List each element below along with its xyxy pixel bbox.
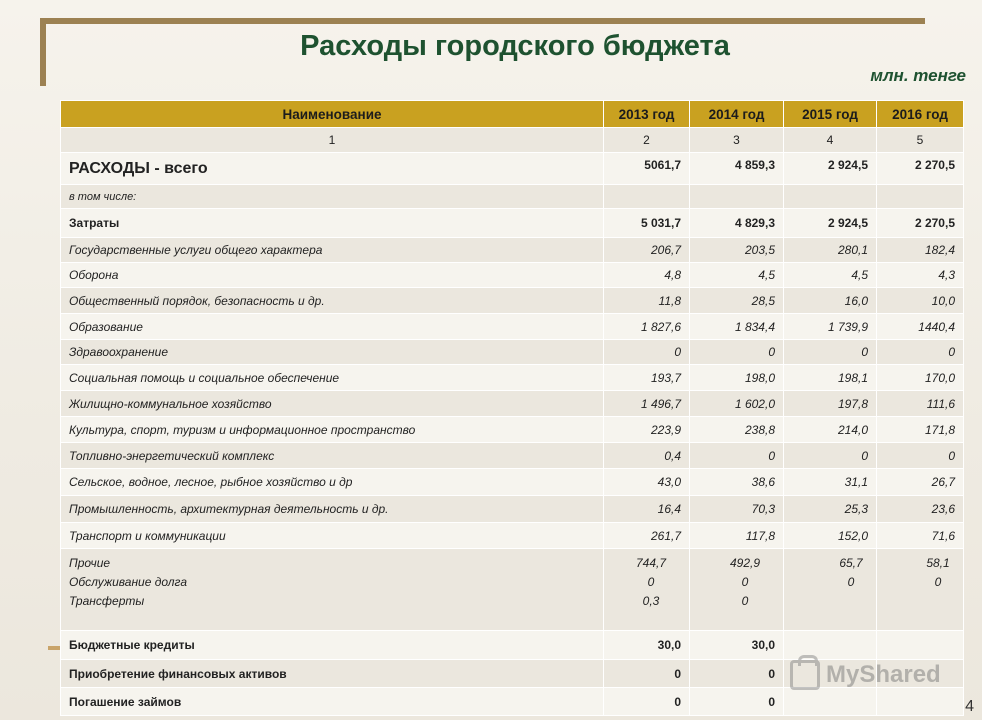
- row-value: 0: [690, 660, 784, 688]
- empty-cell: [784, 185, 877, 209]
- row-value: 0: [690, 443, 784, 469]
- row-value: 26,7: [877, 469, 964, 496]
- multi-2015: [784, 549, 877, 631]
- budget-table: [60, 100, 964, 716]
- including-row: [61, 185, 964, 209]
- empty-cell: [690, 185, 784, 209]
- multi-value: 0: [647, 575, 655, 589]
- header-name: Наименование: [61, 101, 604, 128]
- frame-top-line: [40, 18, 925, 24]
- table-row: [61, 340, 964, 365]
- row-name: Погашение займов: [61, 688, 604, 716]
- row-value: 280,1: [784, 238, 877, 263]
- row-name: Государственные услуги общего характера: [61, 238, 604, 263]
- table-row: [61, 496, 964, 523]
- bag-icon: [790, 660, 820, 690]
- table-row: [61, 443, 964, 469]
- costs-2013: 5 031,7: [604, 209, 690, 238]
- row-value: 1 827,6: [604, 314, 690, 340]
- row-value: 0: [784, 340, 877, 365]
- total-name: РАСХОДЫ - всего: [61, 153, 604, 185]
- row-value: 4,3: [877, 263, 964, 288]
- costs-2016: 2 270,5: [877, 209, 964, 238]
- multi-name-transfers: Трансферты: [69, 594, 145, 608]
- row-value: 38,6: [690, 469, 784, 496]
- row-value: 25,3: [784, 496, 877, 523]
- index-row: [61, 128, 964, 153]
- row-value: 0: [690, 688, 784, 716]
- row-value: 1 739,9: [784, 314, 877, 340]
- row-value: 16,4: [604, 496, 690, 523]
- costs-2015: 2 924,5: [784, 209, 877, 238]
- total-2014: 4 859,3: [690, 153, 784, 185]
- multi-2013: [604, 549, 690, 631]
- row-value: 0: [604, 688, 690, 716]
- multi-value: 58,1: [926, 556, 950, 570]
- row-name: Приобретение финансовых активов: [61, 660, 604, 688]
- row-value: 197,8: [784, 391, 877, 417]
- row-value: 206,7: [604, 238, 690, 263]
- table-row: [61, 631, 964, 660]
- table-row: [61, 238, 964, 263]
- row-value: 10,0: [877, 288, 964, 314]
- row-value: 0: [877, 443, 964, 469]
- row-value: 28,5: [690, 288, 784, 314]
- watermark-text: MyShared: [826, 661, 941, 688]
- row-name: Социальная помощь и социальное обеспечение: [61, 365, 604, 391]
- multi-2016: [877, 549, 964, 631]
- row-value: 11,8: [604, 288, 690, 314]
- row-value: 1 602,0: [690, 391, 784, 417]
- row-name: Здравоохранение: [61, 340, 604, 365]
- row-value: 117,8: [690, 523, 784, 549]
- row-value: 214,0: [784, 417, 877, 443]
- total-2016: 2 270,5: [877, 153, 964, 185]
- table-row: [61, 263, 964, 288]
- row-value: [877, 631, 964, 660]
- table-row: [61, 391, 964, 417]
- row-value: 0: [604, 660, 690, 688]
- page-title: Расходы городского бюджета: [300, 30, 730, 62]
- row-name: Образование: [61, 314, 604, 340]
- multi-row: [61, 549, 964, 631]
- multi-value: 744,7: [635, 556, 667, 570]
- empty-cell: [877, 185, 964, 209]
- row-name: Промышленность, архитектурная деятельность и др.: [61, 496, 604, 523]
- row-value: 16,0: [784, 288, 877, 314]
- multi-value: 0: [741, 575, 749, 589]
- row-value: 193,7: [604, 365, 690, 391]
- row-value: [784, 631, 877, 660]
- row-value: 203,5: [690, 238, 784, 263]
- multi-name-debt: Обслуживание долга: [69, 575, 188, 589]
- table-row: [61, 469, 964, 496]
- row-value: 23,6: [877, 496, 964, 523]
- table-row: [61, 365, 964, 391]
- multi-value: 65,7: [839, 556, 863, 570]
- row-name: Оборона: [61, 263, 604, 288]
- row-name: Сельское, водное, лесное, рыбное хозяйство и др: [61, 469, 604, 496]
- row-value: 30,0: [690, 631, 784, 660]
- multi-value: 0: [741, 594, 749, 608]
- table-row: [61, 288, 964, 314]
- row-value: 261,7: [604, 523, 690, 549]
- multi-value: 0,3: [642, 594, 660, 608]
- row-value: 30,0: [604, 631, 690, 660]
- multi-value: 0: [934, 575, 942, 589]
- row-value: 198,1: [784, 365, 877, 391]
- multi-2014: [690, 549, 784, 631]
- row-name: Жилищно-коммунальное хозяйство: [61, 391, 604, 417]
- costs-name: Затраты: [61, 209, 604, 238]
- multi-name-other: Прочие: [69, 556, 111, 570]
- row-value: 71,6: [877, 523, 964, 549]
- row-value: 171,8: [877, 417, 964, 443]
- row-name: Бюджетные кредиты: [61, 631, 604, 660]
- row-value: 182,4: [877, 238, 964, 263]
- row-name: Общественный порядок, безопасность и др.: [61, 288, 604, 314]
- row-value: 198,0: [690, 365, 784, 391]
- row-value: 238,8: [690, 417, 784, 443]
- table-row: [61, 523, 964, 549]
- costs-row: [61, 209, 964, 238]
- index-cell: 1: [61, 128, 604, 153]
- row-value: 31,1: [784, 469, 877, 496]
- index-cell: 5: [877, 128, 964, 153]
- multi-names: [61, 549, 604, 631]
- row-value: 4,5: [690, 263, 784, 288]
- row-value: 0: [877, 340, 964, 365]
- header-2013: 2013 год: [604, 101, 690, 128]
- empty-cell: [604, 185, 690, 209]
- row-value: 1 834,4: [690, 314, 784, 340]
- total-2013: 5061,7: [604, 153, 690, 185]
- row-value: 0,4: [604, 443, 690, 469]
- row-value: 111,6: [877, 391, 964, 417]
- row-value: 0: [784, 443, 877, 469]
- total-2015: 2 924,5: [784, 153, 877, 185]
- index-cell: 4: [784, 128, 877, 153]
- row-value: 0: [690, 340, 784, 365]
- index-cell: 2: [604, 128, 690, 153]
- row-value: 170,0: [877, 365, 964, 391]
- row-value: 70,3: [690, 496, 784, 523]
- row-value: 4,5: [784, 263, 877, 288]
- including-label: в том числе:: [61, 185, 604, 209]
- row-value: 223,9: [604, 417, 690, 443]
- multi-value: 0: [847, 575, 855, 589]
- row-value: 0: [604, 340, 690, 365]
- page-number: 4: [965, 698, 974, 715]
- watermark-logo: [790, 657, 970, 693]
- total-row: [61, 153, 964, 185]
- index-cell: 3: [690, 128, 784, 153]
- row-name: Культура, спорт, туризм и информационное пространство: [61, 417, 604, 443]
- row-value: 1440,4: [877, 314, 964, 340]
- table-row: [61, 314, 964, 340]
- multi-value: 492,9: [729, 556, 761, 570]
- header-2014: 2014 год: [690, 101, 784, 128]
- row-name: Транспорт и коммуникации: [61, 523, 604, 549]
- row-value: 1 496,7: [604, 391, 690, 417]
- row-value: 43,0: [604, 469, 690, 496]
- header-row: [61, 101, 964, 128]
- unit-label: млн. тенге: [870, 66, 966, 85]
- header-2015: 2015 год: [784, 101, 877, 128]
- costs-2014: 4 829,3: [690, 209, 784, 238]
- table-row: [61, 417, 964, 443]
- row-value: 152,0: [784, 523, 877, 549]
- row-name: Топливно-энергетический комплекс: [61, 443, 604, 469]
- header-2016: 2016 год: [877, 101, 964, 128]
- row-value: 4,8: [604, 263, 690, 288]
